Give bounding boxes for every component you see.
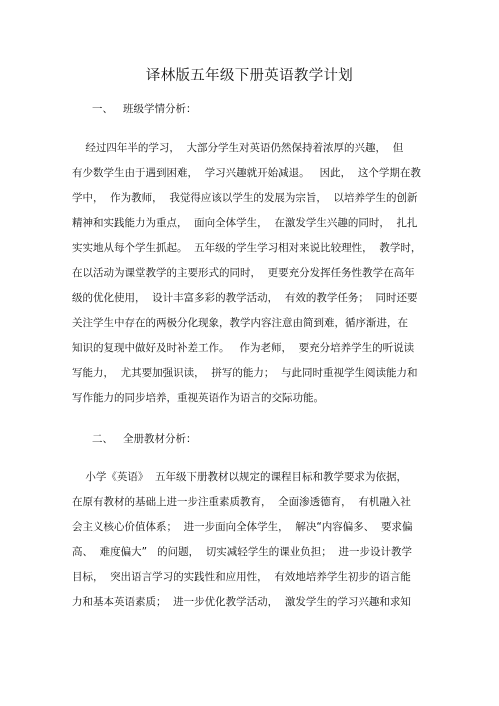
section-heading-class-analysis: 一、 班级学情分析： [92, 103, 197, 115]
paragraph-line: 写作能力的同步培养，重视英语作为语言的交际功能。 [72, 392, 324, 404]
paragraph-line: 小学《英语》 五年级下册教材以规定的课程目标和教学要求为依据， [72, 471, 408, 483]
paragraph-line: 有少数学生由于遇到困难， 学习兴趣就开始减退。 因此， 这个学期在教 [72, 167, 421, 179]
paragraph-line: 力和基本英语素质； 进一步优化教学活动， 激发学生的学习兴趣和求知 [72, 596, 411, 608]
document-title: 译林版五年级下册英语教学计划 [145, 68, 354, 84]
paragraph-line: 高、 难度偏大” 的问题， 切实减轻学生的课业负担； 进一步设计教学 [72, 546, 412, 558]
paragraph-line: 经过四年半的学习， 大部分学生对英语仍然保持着浓厚的兴趣， 但 [72, 142, 404, 154]
paragraph-class-analysis [72, 136, 432, 411]
paragraph-line: 知识的复现中做好及时补差工作。 作为老师， 要充分培养学生的听说读 [72, 342, 415, 354]
paragraph-line: 精神和实践能力为重点， 面向全体学生， 在激发学生兴趣的同时， 扎扎 [72, 217, 418, 229]
paragraph-line: 关注学生中存在的两极分化现象，教学内容注意由简到难，循序渐进，在 [72, 317, 408, 329]
paragraph-line: 学中， 作为教师， 我觉得应该以学生的发展为宗旨， 以培养学生的创新 [72, 192, 418, 204]
paragraph-line: 写能力， 尤其要加强识读， 拼写的能力； 与此同时重视学生阅读能力和 [72, 367, 418, 379]
paragraph-line: 目标， 突出语言学习的实践性和应用性， 有效地培养学生初步的语言能 [72, 571, 411, 583]
section-heading-textbook-analysis: 二、 全册教材分析： [92, 433, 197, 445]
paragraph-textbook-analysis [72, 465, 432, 615]
paragraph-line: 在以活动为课堂教学的主要形式的同时， 更要充分发挥任务性教学在高年 [72, 267, 415, 279]
paragraph-line: 级的优化使用， 设计丰富多彩的教学活动， 有效的教学任务； 同时还要 [72, 292, 418, 304]
paragraph-line: 会主义核心价值体系； 进一步面向全体学生， 解决“内容偏多、 要求偏 [72, 521, 413, 533]
paragraph-line: 实实地从每个学生抓起。 五年级的学生学习相对来说比较理性， 教学时， [72, 242, 422, 254]
paragraph-line: 在原有教材的基础上进一步注重素质教育， 全面渗透德育， 有机融入社 [72, 496, 411, 508]
